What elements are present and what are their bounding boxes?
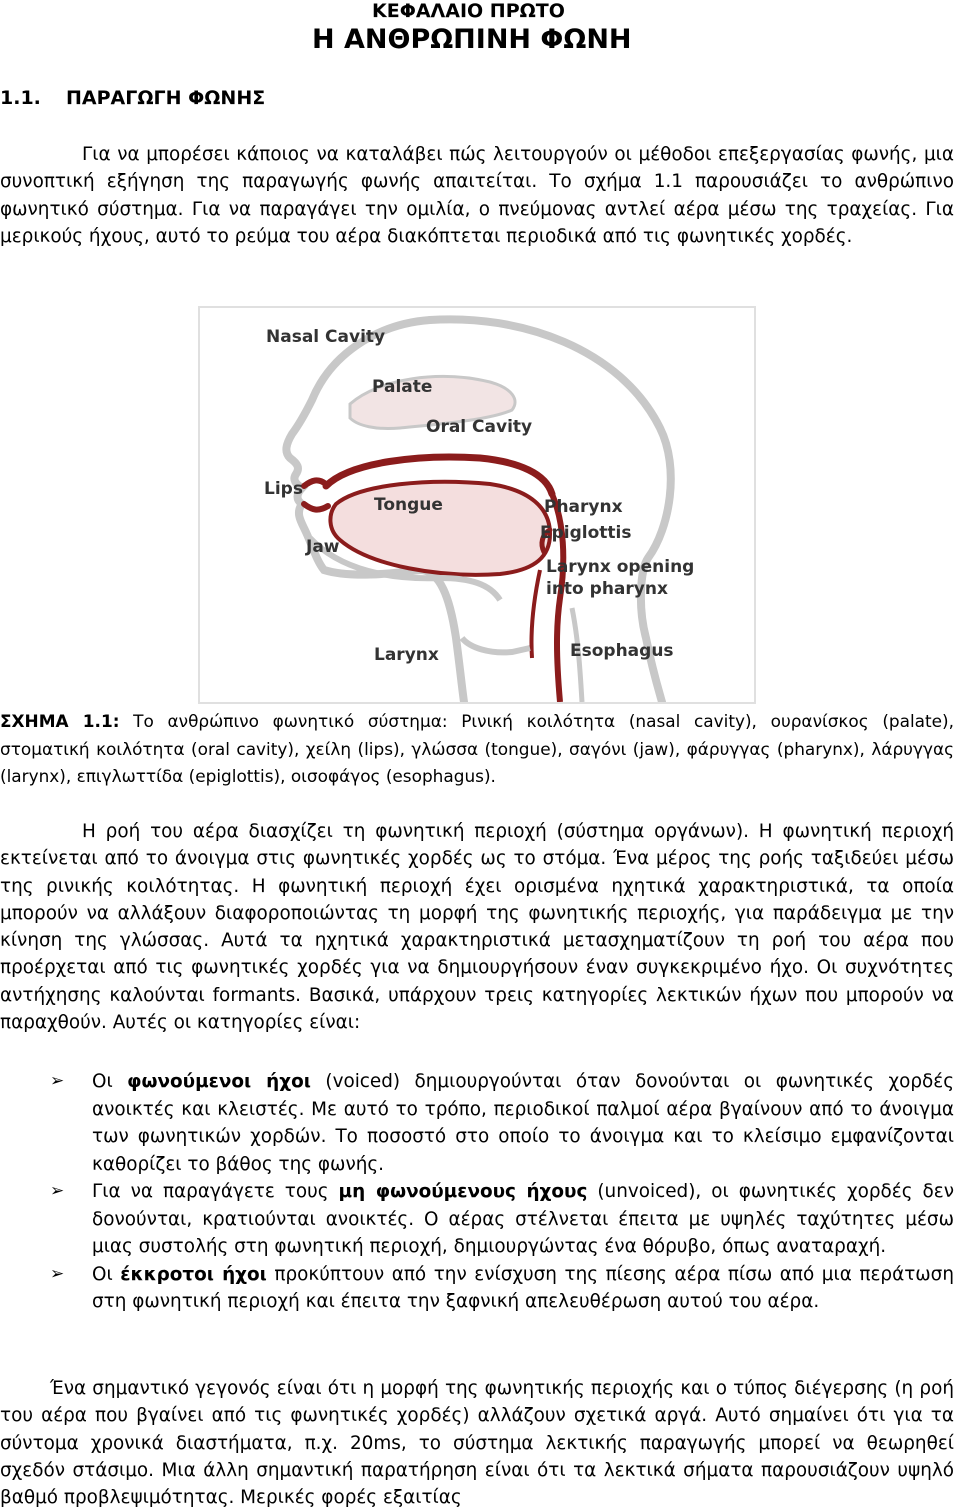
caption-label: ΣΧΗΜΑ 1.1:	[0, 711, 120, 731]
list-item	[0, 1261, 954, 1316]
label-larynx: Larynx	[374, 645, 439, 665]
section-heading	[0, 87, 265, 109]
arrow-bullet-icon: ➢	[50, 1071, 65, 1091]
vocal-tract-figure	[198, 306, 756, 704]
figure-caption	[0, 708, 954, 791]
pharynx-front-wall	[531, 570, 540, 658]
arrow-bullet-icon: ➢	[50, 1263, 65, 1284]
label-oral-cavity: Oral Cavity	[426, 417, 533, 437]
label-nasal-cavity: Nasal Cavity	[266, 327, 386, 347]
label-palate: Palate	[372, 377, 433, 397]
list-item-text: Για να παραγάγετε τους	[92, 1181, 339, 1202]
list-item-text: Οι	[92, 1071, 128, 1092]
lips-shape	[304, 480, 328, 509]
body-paragraph: Η ροή του αέρα διασχίζει τη φωνητική περιοχή (σύστημα οργάνων). Η φωνητική περιοχή εκτείνεται από το άνοιγμα στις φωνητικές χορδές ως το στόμα. Ένα μέρος της ροής ταξιδεύει μέσω της ρινικής κοιλότητας. Η φωνητική περιοχή έχει ορισμένα ηχητικά χαρακτηριστικά, τα οποία μπορούν να αλλάξουν διαφοροποιώντας τη μορφή της φωνητικής περιοχής, για παράδειγμα με την κίνηση της γλώσσας. Αυτά τα ηχητικά χαρακτηριστικά μετασχηματίζουν τη ροή του αέρα που προέρχεται από τις φωνητικές χορδές για να δημιουργήσουν έναν συγκεκριμένο ήχο. Οι συχνότητες αντήχησης καλούνται formants. Βασικά, υπάρχουν τρεις κατηγορίες λεκτικών ήχων που μπορούν να παραχθούν. Αυτές οι κατηγορίες είναι:	[0, 821, 954, 1034]
intro-paragraph: Για να μπορέσει κάποιος να καταλάβει πώς λειτουργούν οι μέθοδοι επεξεργασίας φωνής, μια συνοπτική εξήγηση της παραγωγής φωνής απαιτείται. Το σχήμα 1.1 παρουσιάζει το ανθρώπινο φωνητικό σύστημα. Για να παραγάγει την ομιλία, ο πνεύμονας αντλεί αέρα μέσω της τραχείας. Για μερικούς ήχους, αυτό το ρεύμα του αέρα διακόπτεται περιοδικά από τις φωνητικές χορδές.	[0, 144, 954, 247]
label-larynx-opening-1: Larynx opening	[546, 557, 695, 577]
closing-paragraph: Ένα σημαντικό γεγονός είναι ότι η μορφή της φωνητικής περιοχής και ο τύπος διέγερσης (η ροή του αέρα που βγαίνει από τις φωνητικές χορδές) αλλάζουν σχετικά αργά. Αυτό σημαίνει ότι για τα σύντομα χρονικά διαστήματα, π.χ. 20ms, το σύστημα λεκτικής παραγωγής μπορεί να θεωρηθεί σχεδόν στάσιμο. Μια άλλη σημαντική παρατήρηση είναι ότι τα λεκτικά σήματα παρουσιάζουν υψηλό βαθμό προβλεψιμότητας. Μερικές φορές εξαιτίας	[0, 1378, 954, 1509]
sound-categories-list	[0, 1068, 954, 1316]
label-pharynx: Pharynx	[544, 497, 623, 517]
list-item-term: μη φωνούμενους ήχους	[338, 1181, 588, 1202]
list-item-term: φωνούμενοι ήχοι	[127, 1071, 311, 1092]
list-item	[0, 1068, 954, 1178]
list-item-text: (voiced) δημιουργούνται όταν δονούνται οι φωνητικές χορδές ανοικτές και κλειστές. Με αυτό το τρόπο, περιοδικοί παλμοί αέρα βγαίνουν από το άνοιγμα των φωνητικών χορδών. Το ποσοστό στο οποίο το άνοιγμα και το κλείσιμο εμφανίζονται καθορίζει το βάθος της φωνής.	[92, 1071, 954, 1175]
list-item	[0, 1178, 954, 1261]
chapter-title: Η ΑΝΘΡΩΠΙΝΗ ΦΩΝΗ	[312, 24, 632, 55]
list-item-text: Οι	[92, 1263, 121, 1285]
arrow-bullet-icon: ➢	[50, 1181, 65, 1201]
caption-text: Το ανθρώπινο φωνητικό σύστημα: Ρινική κοιλότητα (nasal cavity), ουρανίσκος (palate), στοματική κοιλότητα (oral cavity), χείλη (lips), γλώσσα (tongue), σαγόνι (jaw), φάρυγγας (pharynx), λάρυγγας (larynx), επιγλωττίδα (epiglottis), οισοφάγος (esophagus).	[0, 711, 954, 786]
label-epiglottis: Epiglottis	[540, 523, 632, 543]
label-esophagus: Esophagus	[570, 641, 674, 661]
chapter-label: ΚΕΦΑΛΑΙΟ ΠΡΩΤΟ	[372, 0, 565, 22]
list-item-text: προκύπτουν από την ενίσχυση της πίεσης αέρα πίσω από μια περάτωση στη φωνητική περιοχή και έπειτα την ξαφνική απελευθέρωση αυτού του αέρα.	[92, 1263, 954, 1312]
vocal-tract-diagram	[200, 308, 754, 702]
section-number: 1.1.	[0, 87, 41, 109]
section-title: ΠΑΡΑΓΩΓΗ ΦΩΝΗΣ	[66, 87, 266, 109]
larynx-shape	[462, 638, 530, 652]
list-item-term: έκκροτοι ήχοι	[120, 1263, 267, 1285]
label-larynx-opening-2: into pharynx	[546, 579, 668, 599]
label-lips: Lips	[264, 479, 303, 499]
list-item-text: (unvoiced), οι φωνητικές χορδές δεν δονούνται, κρατιούνται ανοικτές. Ο αέρας στέλνεται έπειτα με υψηλές ταχύτητες μέσω μιας συστολής στη φωνητική περιοχή, δημιουργώντας ένα θόρυβο, όπως αναταραχή.	[92, 1181, 954, 1257]
label-jaw: Jaw	[306, 537, 340, 557]
label-tongue: Tongue	[374, 495, 443, 515]
